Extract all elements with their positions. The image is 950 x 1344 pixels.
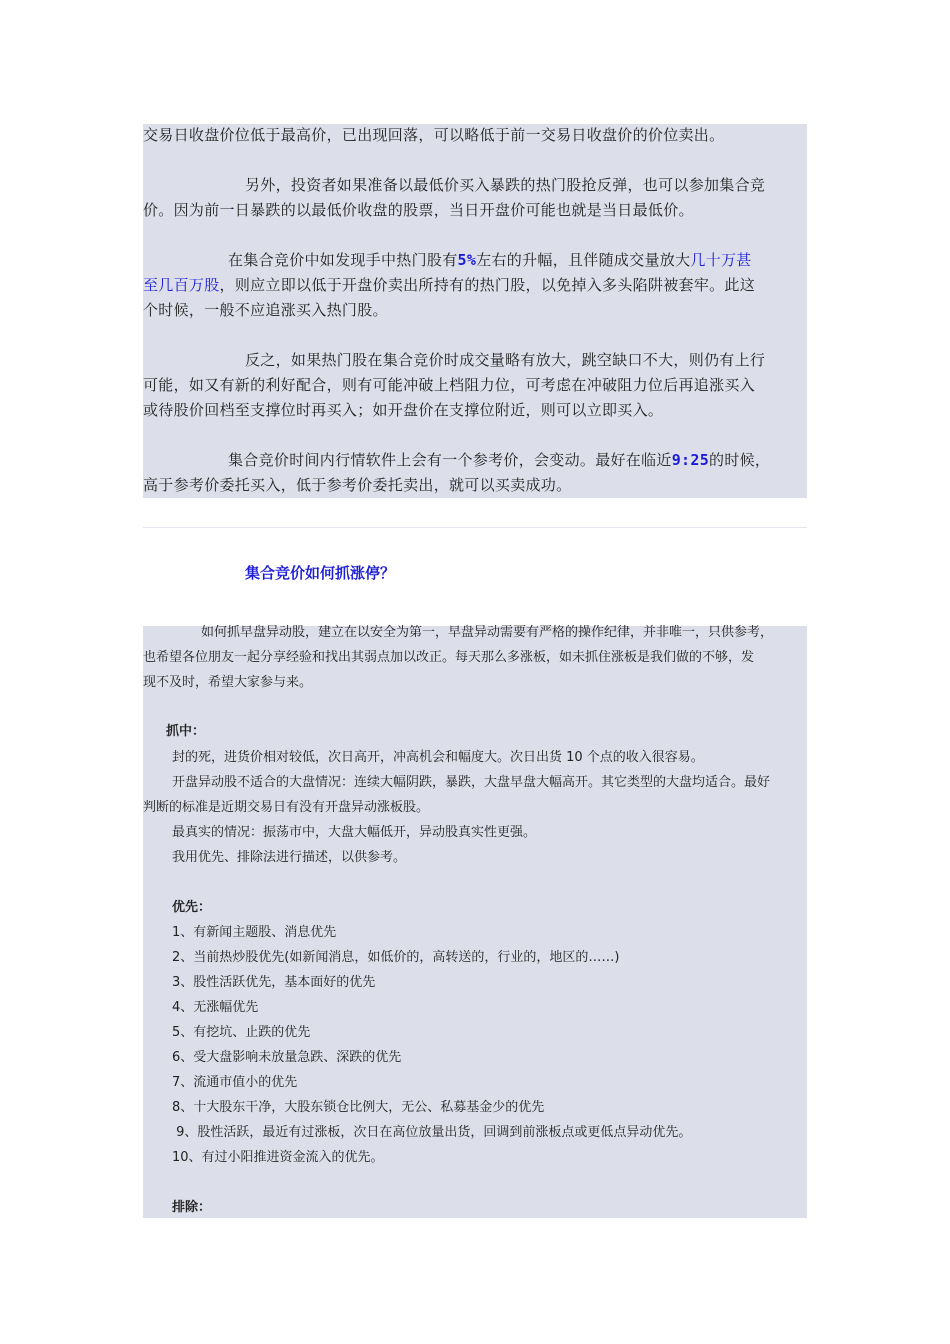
grab-line5: 我用优先、排除法进行描述，以供参考。 [172, 850, 407, 865]
exclusion-title: 排除： [172, 1200, 212, 1215]
section-heading: 集合竞价如何抓涨停？ [245, 564, 396, 582]
para0-line: 交易日收盘价位低于最高价，已出现回落，可以略低于前一交易日收盘价的价位卖出。 [143, 126, 725, 144]
para4-time: 9:25 [671, 451, 710, 469]
paragraph-intro [143, 620, 807, 695]
intro-line3: 现不及时，希望大家参与来。 [143, 675, 313, 690]
grab-line3: 判断的标准是近期交易日有没有开盘异动涨板股。 [143, 800, 430, 815]
para2-text-a: 在集合竞价中如发现手中热门股有 [228, 251, 458, 269]
para4-text-c: 的时候， [709, 451, 771, 469]
list-item: 1、有新闻主题股、消息优先 [172, 925, 337, 940]
list-item: 2、当前热炒股优先(如新闻消息，如低价的，高转送的，行业的，地区的……) [172, 950, 620, 965]
list-item: 9、股性活跃，最近有过涨板，次日在高位放量出货，回调到前涨板点或更低点异动优先。 [172, 1125, 692, 1140]
paragraph-continuation [143, 123, 807, 148]
intro-line2: 也希望各位朋友一起分享经验和找出其弱点加以改正。每天那么多涨板，如未抓住涨板是我们做的不够，发 [143, 650, 755, 665]
paragraph-reference-price [143, 448, 807, 498]
para2-text-c: 左右的升幅，且伴随成交量放大 [476, 251, 691, 269]
shaded-band-divider [143, 527, 807, 528]
para1-line2: 价。因为前一日暴跌的以最低价收盘的股票，当日开盘价可能也就是当日最低价。 [143, 201, 694, 219]
para4-line2: 高于参考价委托买入，低于参考价委托卖出，就可以买卖成功。 [143, 476, 572, 494]
list-item: 3、股性活跃优先，基本面好的优先 [172, 975, 376, 990]
para2-volume-a: 几十万甚 [690, 251, 752, 269]
para4-line1 [143, 448, 807, 473]
intro-line1: 如何抓早盘异动股，建立在以安全为第一，早盘异动需要有严格的操作纪律，并非唯一，只供参考， [201, 625, 774, 640]
list-item: 7、流通市值小的优先 [172, 1075, 298, 1090]
list-item: 4、无涨幅优先 [172, 1000, 259, 1015]
para2-line1 [143, 248, 807, 273]
para2-line2 [143, 273, 807, 298]
grab-line2: 开盘异动股不适合的大盘情况：连续大幅阴跌，暴跌，大盘早盘大幅高开。其它类型的大盘均适合。最好 [172, 775, 771, 790]
list-item: 5、有挖坑、止跌的优先 [172, 1025, 311, 1040]
grab-title: 抓中： [166, 724, 206, 739]
para3-line2: 可能，如又有新的利好配合，则有可能冲破上档阻力位，可考虑在冲破阻力位后再追涨买入 [143, 376, 756, 394]
priority-title: 优先： [172, 900, 212, 915]
paragraph-buy-signal [143, 348, 807, 423]
paragraph-sell-signal [143, 248, 807, 323]
para2-percent: 5% [457, 251, 477, 269]
list-item: 6、受大盘影响未放量急跌、深跌的优先 [172, 1050, 402, 1065]
para4-text-a: 集合竞价时间内行情软件上会有一个参考价，会变动。最好在临近 [228, 451, 672, 469]
priority-list [172, 920, 802, 1170]
list-item: 8、十大股东干净，大股东锁仓比例大，无公、私募基金少的优先 [172, 1100, 545, 1115]
para3-line3: 或待股价回档至支撑位时再买入；如开盘价在支撑位附近，则可以立即买入。 [143, 401, 664, 419]
grab-line4: 最真实的情况：振荡市中，大盘大幅低开，异动股真实性更强。 [172, 825, 537, 840]
para3-line1: 反之，如果热门股在集合竞价时成交量略有放大，跳空缺口不大，则仍有上行 [245, 351, 766, 369]
grab-list [143, 745, 807, 870]
para2-line3: 个时候，一般不应追涨买入热门股。 [143, 301, 388, 319]
para2-volume-b: 至几百万股 [143, 276, 220, 294]
para2-text-b: ，则应立即以低于开盘价卖出所持有的热门股，以免掉入多头陷阱被套牢。此这 [219, 276, 756, 294]
para1-line1: 另外，投资者如果准备以最低价买入暴跌的热门股抢反弹，也可以参加集合竞 [245, 176, 766, 194]
paragraph-bottom-fishing [143, 173, 807, 223]
list-item: 10、有过小阳推进资金流入的优先。 [172, 1150, 384, 1165]
grab-line1: 封的死，进货价相对较低，次日高开，冲高机会和幅度大。次日出货 10 个点的收入很容易。 [172, 750, 704, 765]
